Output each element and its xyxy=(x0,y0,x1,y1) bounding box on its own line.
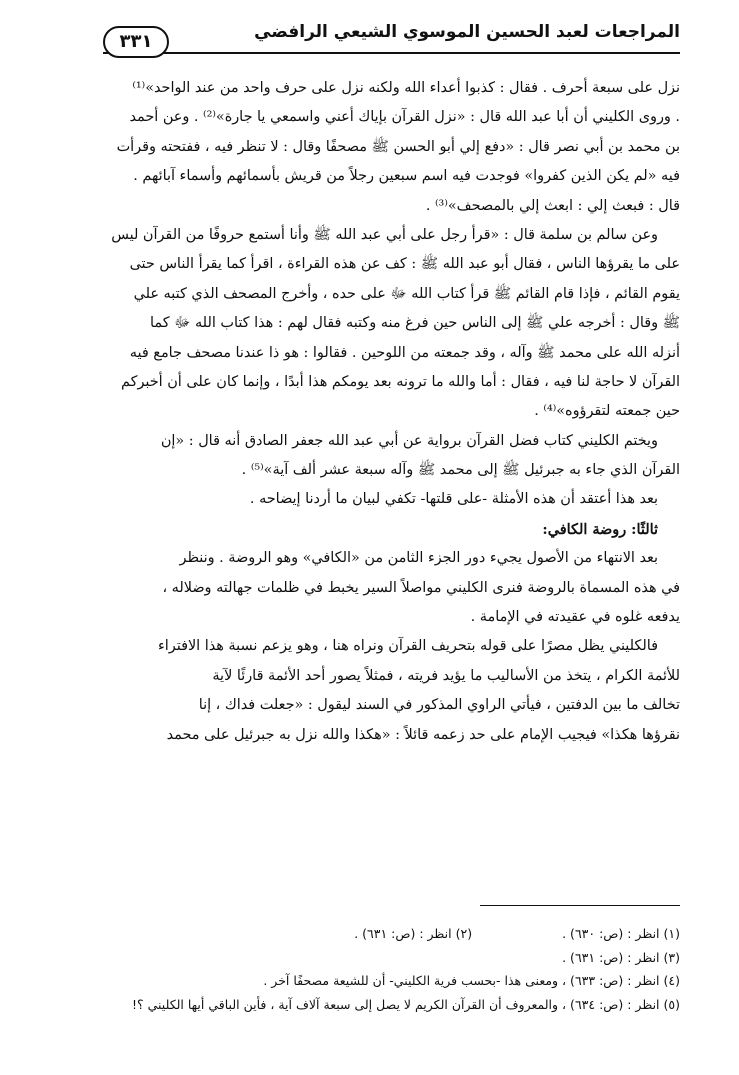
footnote-2: (٢) انظر : (ص: ٦٣١) . xyxy=(354,926,473,941)
running-title: المراجعات لعبد الحسين الموسوي الشيعي الرافضي xyxy=(254,22,680,42)
text-line: بعد هذا أعتقد أن هذه الأمثلة -على قلتها- تكفي لبيان ما أردنا إيضاحه . xyxy=(249,491,658,508)
footnote-separator xyxy=(480,905,680,906)
text-line: القرآن لا حاجة لنا فيه ، فقال : أما والله ما ترونه بعد يومكم هذا أبدًا ، وإنما كان على أن أخبركم xyxy=(121,373,680,390)
text-line: . وروى الكليني أن أبا عبد الله قال : «نزل القرآن بإياك أعني واسمعي يا جارة»⁽²⁾ . وعن أحمد xyxy=(129,109,680,126)
text-line: وعن سالم بن سلمة قال : «قرأ رجل على أبي عبد الله ﷺ وأنا أستمع حروفًا من القرآن ليس xyxy=(111,226,658,243)
text-line: فالكليني يظل مصرًا على قوله بتحريف القرآن ونراه هنا ، وهو يزعم نسبة هذا الافتراء xyxy=(158,638,658,655)
text-line: بعد الانتهاء من الأصول يجيء دور الجزء الثامن من «الكافي» وهو الروضة . وننظر xyxy=(179,550,658,567)
header-rule xyxy=(103,52,680,54)
page-header xyxy=(103,20,680,54)
footnote-1: (١) انظر : (ص: ٦٣٠) . xyxy=(562,926,680,941)
footnote-row xyxy=(40,922,680,946)
text-line: حين جمعته لتقرؤوه»⁽⁴⁾ . xyxy=(534,403,680,420)
footnote-5: (٥) انظر : (ص: ٦٣٤) ، والمعروف أن القرآن الكريم لا يصل إلى سبعة آلاف آية ، فأين الباقي أيها الكليني ؟! xyxy=(131,996,680,1012)
text-line: في هذه المسماة بالروضة فنرى الكليني مواصلاً السير يخبط في ظلمات جهالته وضلاله ، xyxy=(162,579,680,596)
text-line: يقوم القائم ، فإذا قام القائم ﷺ قرأ كتاب الله ﷻ على حده ، وأخرج المصحف الذي كتبه علي xyxy=(133,285,680,302)
footnotes xyxy=(40,922,680,1016)
footnote-4: (٤) انظر : (ص: ٦٣٣) ، ومعنى هذا -بحسب فرية الكليني- أن للشيعة مصحفًا آخر . xyxy=(263,973,680,989)
main-text xyxy=(60,74,680,750)
text-line: نزل على سبعة أحرف . فقال : كذبوا أعداء الله ولكنه نزل على حرف واحد من عند الواحد»⁽¹⁾ xyxy=(132,80,680,96)
section-heading: ثالثًا: روضة الكافي: xyxy=(542,520,658,538)
page-number: ٣٣١ xyxy=(103,26,169,58)
footnote-3: (٣) انظر : (ص: ٦٣١) . xyxy=(562,949,680,965)
text-line: تخالف ما بين الدفتين ، فيأتي الراوي المذكور في السند ليقول : «جعلت فداك ، إنا xyxy=(198,697,680,714)
text-line: نقرؤها هكذا» فيجيب الإمام على حد زعمه قائلاً : «هكذا والله نزل به جبرئيل على محمد xyxy=(166,726,680,743)
text-line: بن محمد بن أبي نصر قال : «دفع إلي أبو الحسن ﷺ مصحفًا وقال : لا تنظر فيه ، ففتحته وقرأت xyxy=(116,138,680,155)
text-line: أنزله الله على محمد ﷺ وآله ، وقد جمعته من اللوحين . فقالوا : هو ذا عندنا مصحف جامع فيه xyxy=(129,344,680,361)
text-line: للأئمة الكرام ، يتخذ من الأساليب ما يؤيد فريته ، فمثلاً يصور أحد الأئمة قارئًا لآية xyxy=(212,667,680,684)
text-line: يدفعه غلوه في عقيدته في الإمامة . xyxy=(470,609,680,626)
text-line: ويختم الكليني كتاب فضل القرآن برواية عن أبي عبد الله جعفر الصادق أنه قال : «إن xyxy=(160,432,658,449)
text-line: ﷺ وقال : أخرجه علي ﷺ إلى الناس حين فرغ منه وكتبه فقال لهم : هذا كتاب الله ﷻ كما xyxy=(150,315,680,332)
text-line: على ما يقرؤها الناس ، فقال أبو عبد الله ﷺ : كف عن هذه القراءة ، اقرأ كما يقرأ الناس حتى xyxy=(129,256,680,273)
text-line: فيه «لم يكن الذين كفروا» فوجدت فيه اسم سبعين رجلاً من قريش بأسمائهم وأسماء آبائهم . xyxy=(133,168,680,185)
text-line: القرآن الذي جاء به جبرئيل ﷺ إلى محمد ﷺ وآله سبعة عشر ألف آية»⁽⁵⁾ . xyxy=(241,462,680,479)
text-line: قال : فبعث إلي : ابعث إلي بالمصحف»⁽³⁾ . xyxy=(425,197,680,214)
